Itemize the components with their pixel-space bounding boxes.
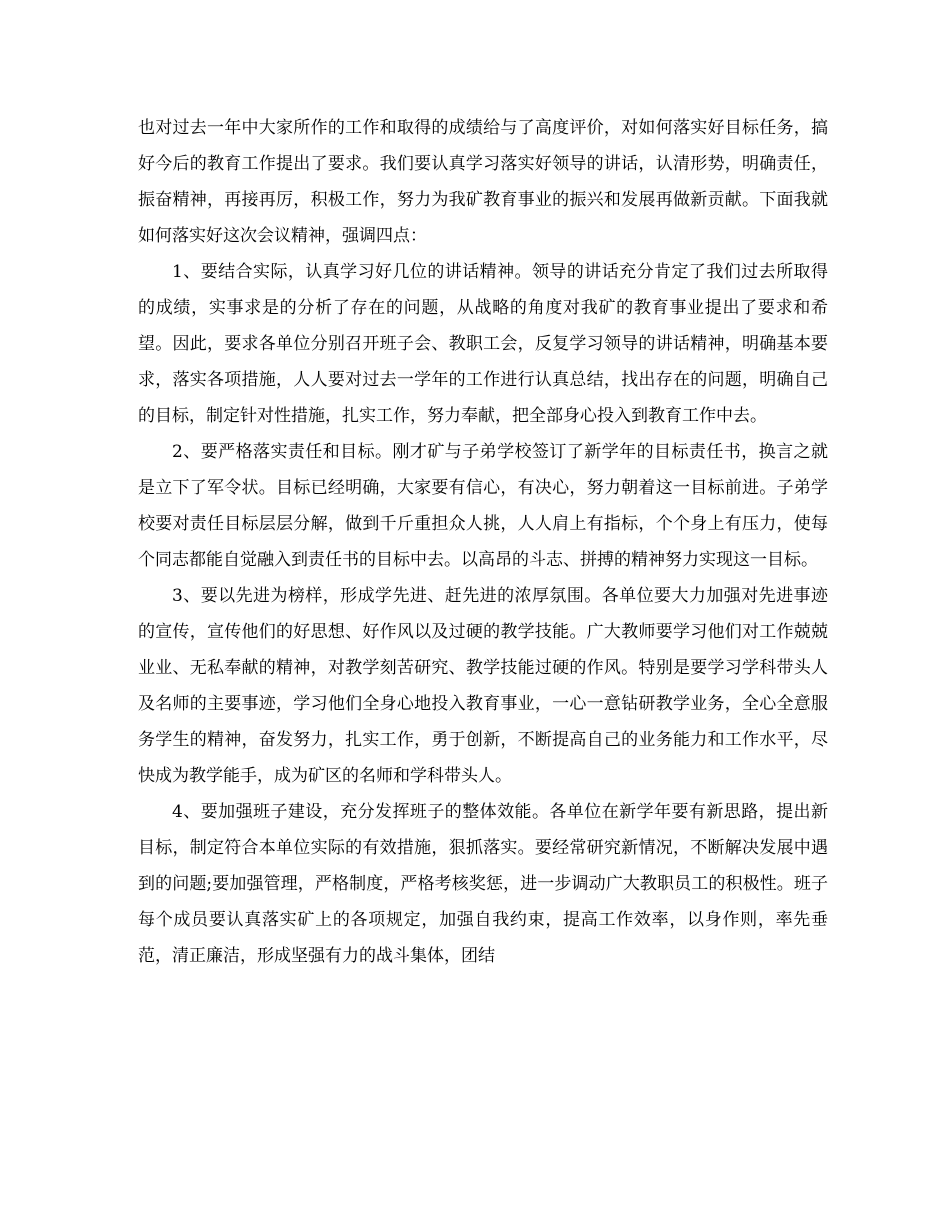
paragraph-point-3: 3、要以先进为榜样，形成学先进、赶先进的浓厚氛围。各单位要大力加强对先进事迹的宣传，宣传他们的好思想、好作风以及过硬的教学技能。广大教师要学习他们对工作兢兢业业、无私奉献的精神，对教学刻苦研究、教学技能过硬的作风。特别是要学习学科带头人及名师的主要事迹，学习他们全身心地投入教育事业，一心一意钻研教学业务，全心全意服务学生的精神，奋发努力，扎实工作，勇于创新，不断提高自己的业务能力和工作水平，尽快成为教学能手，成为矿区的名师和学科带头人。	[138, 586, 828, 786]
paragraph-continuation: 也对过去一年中大家所作的工作和取得的成绩给与了高度评价，对如何落实好目标任务，搞好今后的教育工作提出了要求。我们要认真学习落实好领导的讲话，认清形势，明确责任，振奋精神，再接再厉，积极工作，努力为我矿教育事业的振兴和发展再做新贡献。下面我就如何落实好这次会议精神，强调四点：	[138, 118, 828, 246]
paragraph-point-4: 4、要加强班子建设，充分发挥班子的整体效能。各单位在新学年要有新思路，提出新目标，制定符合本单位实际的有效措施，狠抓落实。要经常研究新情况，不断解决发展中遇到的问题;要加强管理，严格制度，严格考核奖惩，进一步调动广大教职员工的积极性。班子每个成员要认真落实矿上的各项规定，加强自我约束，提高工作效率，以身作则，率先垂范，清正廉洁，形成坚强有力的战斗集体，团结	[138, 802, 828, 966]
paragraph-point-1: 1、要结合实际，认真学习好几位的讲话精神。领导的讲话充分肯定了我们过去所取得的成绩，实事求是的分析了存在的问题，从战略的角度对我矿的教育事业提出了要求和希望。因此，要求各单位分别召开班子会、教职工会，反复学习领导的讲话精神，明确基本要求，落实各项措施，人人要对过去一学年的工作进行认真总结，找出存在的问题，明确自己的目标，制定针对性措施，扎实工作，努力奉献，把全部身心投入到教育工作中去。	[138, 262, 828, 426]
paragraph-point-2: 2、要严格落实责任和目标。刚才矿与子弟学校签订了新学年的目标责任书，换言之就是立下了军令状。目标已经明确，大家要有信心，有决心，努力朝着这一目标前进。子弟学校要对责任目标层层分解，做到千斤重担众人挑，人人肩上有指标，个个身上有压力，使每个同志都能自觉融入到责任书的目标中去。以高昂的斗志、拼搏的精神努力实现这一目标。	[138, 442, 828, 570]
document-body	[138, 110, 828, 974]
